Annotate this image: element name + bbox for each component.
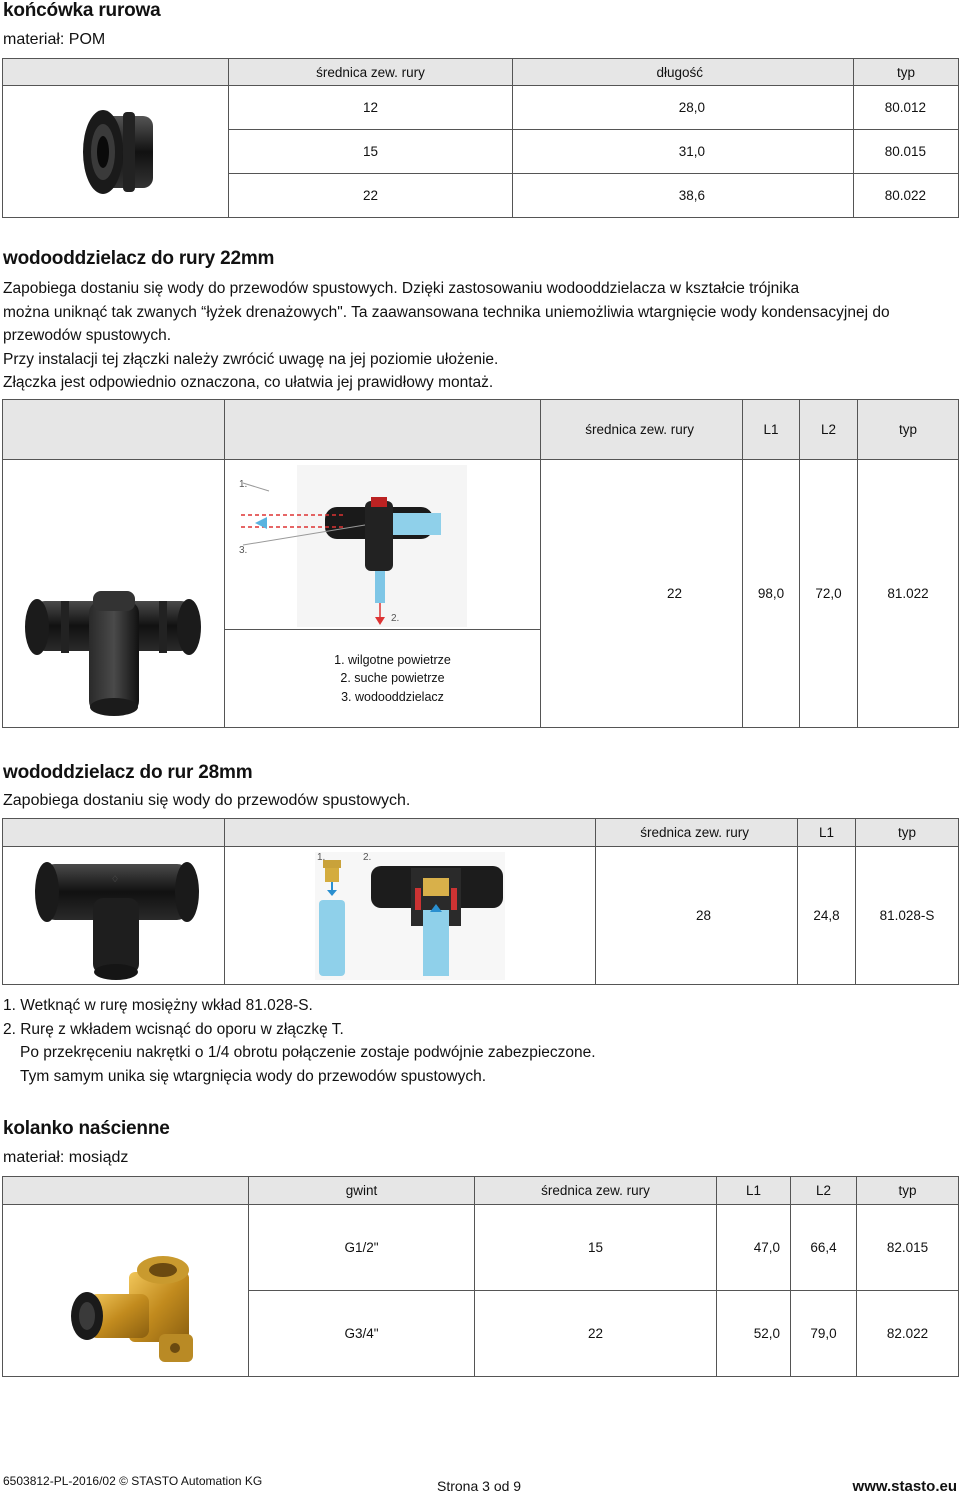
section1-row1-type: 80.012 bbox=[854, 86, 959, 130]
section3-title: wododdzielacz do rur 28mm bbox=[3, 762, 253, 783]
section4-row2-thread: G3/4" bbox=[249, 1291, 475, 1377]
section4-header-diameter: średnica zew. rury bbox=[475, 1177, 717, 1205]
section4-row1-type: 82.015 bbox=[857, 1205, 959, 1291]
svg-text:♢: ♢ bbox=[111, 873, 120, 884]
section3-header-diameter: średnica zew. rury bbox=[596, 819, 798, 847]
section3-header-blank bbox=[225, 819, 596, 847]
section4-row1-diameter: 15 bbox=[475, 1205, 717, 1291]
section4-header-thread: gwint bbox=[249, 1177, 475, 1205]
pipe-end-image bbox=[3, 86, 229, 218]
section2-line: można uniknąć tak zwanych “łyżek drenażowych". Ta zaawansowana technika uniemożliwia wtargnięcie wody kondensacyjnej do bbox=[3, 303, 890, 321]
insert-mounting-diagram bbox=[225, 847, 596, 985]
section2-row-l2: 72,0 bbox=[800, 460, 858, 728]
section1-row1-length: 28,0 bbox=[513, 86, 854, 130]
section2-header-type: typ bbox=[858, 400, 959, 460]
section1-row2-type: 80.015 bbox=[854, 130, 959, 174]
footer-page-number: Strona 3 od 9 bbox=[437, 1478, 522, 1494]
step-item: Tym samym unika się wtargnięcia wody do przewodów spustowych. bbox=[20, 1067, 487, 1085]
diagram-label-2: 2. bbox=[391, 612, 400, 624]
note-item: 3. wodooddzielacz bbox=[341, 689, 444, 704]
section1-header-type: typ bbox=[854, 59, 959, 86]
section4-row1-thread: G1/2" bbox=[249, 1205, 475, 1291]
section4-header-blank bbox=[3, 1177, 249, 1205]
section3-header-blank bbox=[3, 819, 225, 847]
section2-line: Przy instalacji tej złączki należy zwrócić uwagę na jej poziomie ułożenie. bbox=[3, 350, 499, 368]
section3-header-type: typ bbox=[856, 819, 959, 847]
water-separator-28-image bbox=[3, 847, 225, 985]
diagram-label-1: 1. bbox=[239, 478, 248, 490]
section2-line: przewodów spustowych. bbox=[3, 327, 171, 344]
section4-row1-l1: 47,0 bbox=[717, 1205, 791, 1291]
section1-row3-length: 38,6 bbox=[513, 174, 854, 218]
footer-copyright: 6503812-PL-2016/02 © STASTO Automation KG bbox=[3, 1474, 263, 1488]
step-item: 1. Wetknąć w rurę mosiężny wkład 81.028-S. bbox=[3, 997, 313, 1014]
section1-row1-diameter: 12 bbox=[229, 86, 513, 130]
section2-row-type: 81.022 bbox=[858, 460, 959, 728]
section4-row2-l2: 79,0 bbox=[791, 1291, 857, 1377]
section2-line: Zapobiega dostaniu się wody do przewodów spustowych. Dzięki zastosowaniu wodooddzielacza w kształcie trójnika bbox=[3, 280, 800, 297]
section1-material: materiał: POM bbox=[3, 31, 106, 48]
section2-diagram-notes bbox=[225, 630, 541, 728]
section1-header-diameter: średnica zew. rury bbox=[229, 59, 513, 86]
section2-header-l2: L2 bbox=[800, 400, 858, 460]
section4-row2-l1: 52,0 bbox=[717, 1291, 791, 1377]
section1-row2-diameter: 15 bbox=[229, 130, 513, 174]
section2-table bbox=[2, 399, 959, 728]
section1-row3-type: 80.022 bbox=[854, 174, 959, 218]
section2-title: wodooddzielacz do rury 22mm bbox=[3, 248, 275, 269]
step-item: Po przekręceniu nakrętki o 1/4 obrotu połączenie zostaje podwójnie zabezpieczone. bbox=[20, 1044, 596, 1061]
section3-row-type: 81.028-S bbox=[856, 847, 959, 985]
footer-website-link[interactable]: www.stasto.eu bbox=[852, 1478, 957, 1495]
section1-table bbox=[2, 58, 959, 218]
step-item: 2. Rurę z wkładem wcisnąć do oporu w złączkę T. bbox=[3, 1020, 344, 1038]
section3-steps bbox=[3, 994, 596, 1088]
section2-header-blank bbox=[3, 400, 225, 460]
section2-header-l1: L1 bbox=[743, 400, 800, 460]
diagram-label-2: 2. bbox=[363, 851, 372, 863]
section1-title: końcówka rurowa bbox=[3, 0, 161, 21]
section4-header-l1: L1 bbox=[717, 1177, 791, 1205]
diagram-label-3: 3. bbox=[239, 544, 248, 556]
section1-row3-diameter: 22 bbox=[229, 174, 513, 218]
section2-header-diameter: średnica zew. rury bbox=[541, 400, 743, 460]
section4-row2-diameter: 22 bbox=[475, 1291, 717, 1377]
section2-description bbox=[3, 277, 890, 395]
section4-row1-l2: 66,4 bbox=[791, 1205, 857, 1291]
section3-header-l1: L1 bbox=[798, 819, 856, 847]
section4-header-type: typ bbox=[857, 1177, 959, 1205]
section1-row2-length: 31,0 bbox=[513, 130, 854, 174]
note-item: 2. suche powietrze bbox=[340, 671, 445, 686]
section2-header-blank bbox=[225, 400, 541, 460]
wall-elbow-image bbox=[3, 1205, 249, 1377]
water-separator-22-image bbox=[3, 460, 225, 728]
section3-row-l1: 24,8 bbox=[798, 847, 856, 985]
section3-row-diameter: 28 bbox=[596, 847, 798, 985]
section4-table bbox=[2, 1176, 959, 1377]
section1-header-length: długość bbox=[513, 59, 854, 86]
note-item: 1. wilgotne powietrze bbox=[334, 652, 451, 667]
section2-row-l1: 98,0 bbox=[743, 460, 800, 728]
section4-header-l2: L2 bbox=[791, 1177, 857, 1205]
section4-material: materiał: mosiądz bbox=[3, 1149, 129, 1166]
section3-intro: Zapobiega dostaniu się wody do przewodów spustowych. bbox=[3, 792, 411, 809]
section1-header-blank bbox=[3, 59, 229, 86]
section2-line: Złączka jest odpowiednio oznaczona, co ułatwia jej prawidłowy montaż. bbox=[3, 374, 494, 391]
water-separator-diagram bbox=[225, 460, 541, 630]
diagram-label-1: 1. bbox=[317, 851, 326, 863]
section3-table bbox=[2, 818, 959, 985]
section4-row2-type: 82.022 bbox=[857, 1291, 959, 1377]
section2-row-diameter: 22 bbox=[541, 460, 743, 728]
section4-title: kolanko naścienne bbox=[3, 1118, 170, 1139]
